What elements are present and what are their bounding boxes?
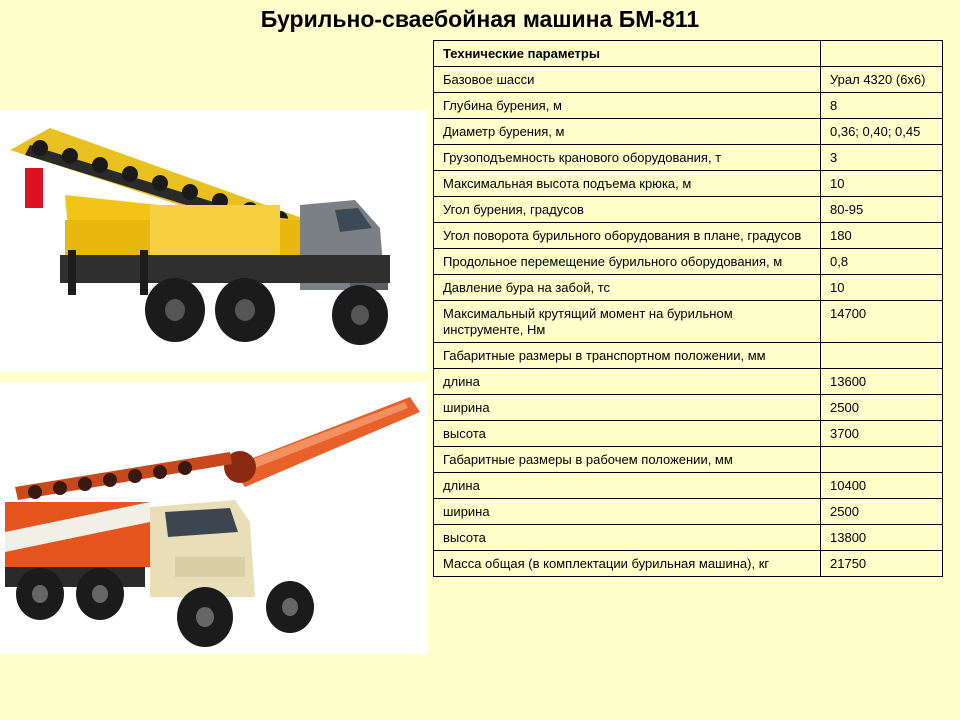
table-row [434,67,943,93]
value-cell: 180 [821,223,943,249]
value-cell: 10 [821,275,943,301]
parameter-cell: Диаметр бурения, м [434,119,821,145]
parameter-cell: Максимальный крутящий момент на бурильном инструменте, Нм [434,301,821,343]
value-cell: 3700 [821,421,943,447]
value-cell: 2500 [821,499,943,525]
value-cell: 8 [821,93,943,119]
parameter-cell: Габаритные размеры в транспортном положении, мм [434,343,821,369]
table-row [434,395,943,421]
value-cell: 3 [821,145,943,171]
table-row [434,93,943,119]
value-cell: 21750 [821,551,943,577]
yellow-drilling-machine-photo [0,110,428,372]
parameter-cell: длина [434,369,821,395]
parameter-cell: Угол бурения, градусов [434,197,821,223]
parameter-cell: Продольное перемещение бурильного оборудования, м [434,249,821,275]
table-row [434,145,943,171]
parameter-cell: высота [434,421,821,447]
value-cell: 80-95 [821,197,943,223]
value-cell: 0,8 [821,249,943,275]
table-row [434,301,943,343]
parameter-cell: Угол поворота бурильного оборудования в плане, градусов [434,223,821,249]
table-row [434,249,943,275]
parameter-cell: Базовое шасси [434,67,821,93]
parameter-cell: Максимальная высота подъема крюка, м [434,171,821,197]
value-cell: 10 [821,171,943,197]
parameter-cell: Глубина бурения, м [434,93,821,119]
orange-drilling-machine-photo [0,382,428,654]
parameter-cell: ширина [434,395,821,421]
table-row [434,551,943,577]
table-row [434,197,943,223]
table-row [434,499,943,525]
table-row [434,525,943,551]
table-row [434,223,943,249]
parameter-cell: Грузоподъемность кранового оборудования, т [434,145,821,171]
parameter-cell: длина [434,473,821,499]
value-cell: 0,36; 0,40; 0,45 [821,119,943,145]
table-header-cell: Технические параметры [434,41,821,67]
specifications-table [433,40,943,577]
table-header-cell [821,41,943,67]
parameter-cell: Давление бура на забой, тс [434,275,821,301]
table-row [434,369,943,395]
page-title: Бурильно-сваебойная машина БМ-811 [260,6,700,32]
value-cell: 14700 [821,301,943,343]
value-cell: 2500 [821,395,943,421]
value-cell: Урал 4320 (6x6) [821,67,943,93]
table-row [434,119,943,145]
parameter-cell: ширина [434,499,821,525]
table-row [434,421,943,447]
value-cell [821,343,943,369]
value-cell: 13600 [821,369,943,395]
table-header-row [434,41,943,67]
table-row [434,275,943,301]
table-row [434,473,943,499]
value-cell [821,447,943,473]
table-row [434,171,943,197]
parameter-cell: Габаритные размеры в рабочем положении, мм [434,447,821,473]
table-row [434,343,943,369]
parameter-cell: Масса общая (в комплектации бурильная машина), кг [434,551,821,577]
value-cell: 13800 [821,525,943,551]
parameter-cell: высота [434,525,821,551]
value-cell: 10400 [821,473,943,499]
table-row [434,447,943,473]
